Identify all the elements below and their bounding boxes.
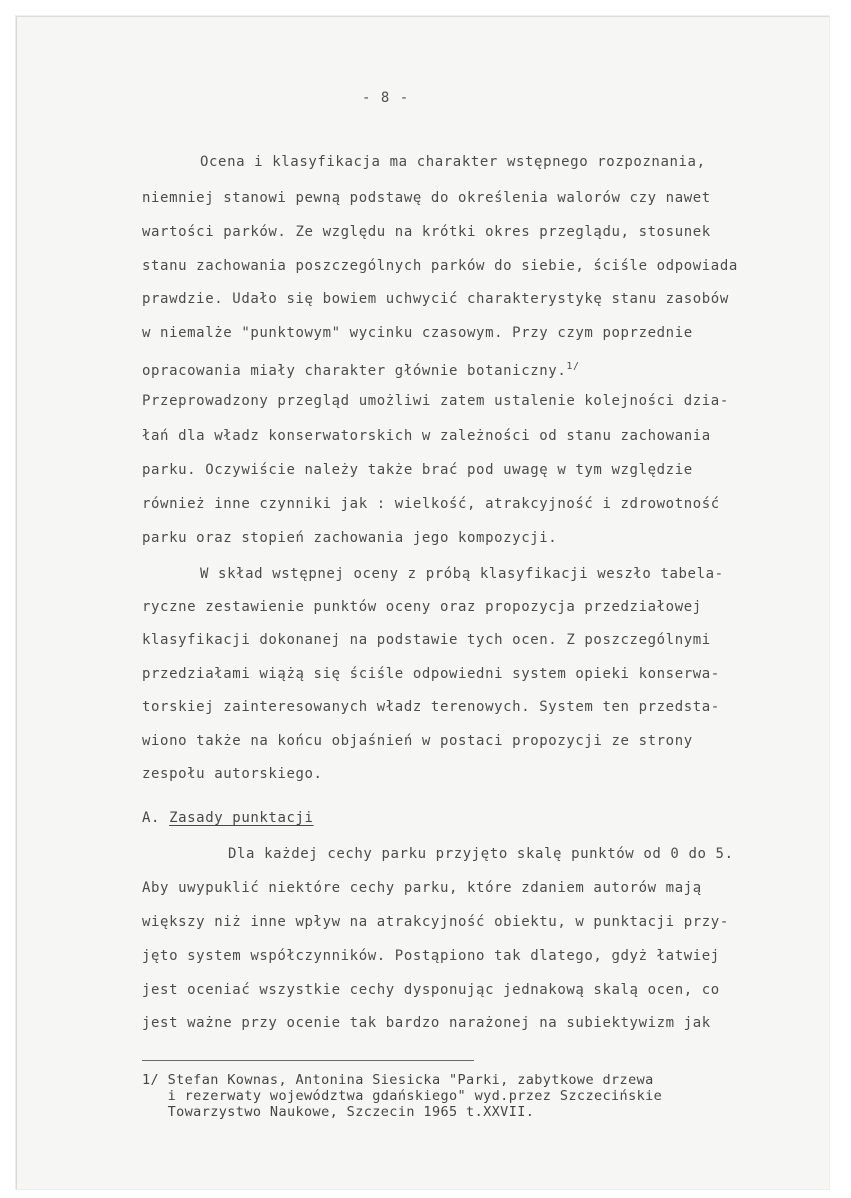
- paragraph-2-line-6: wiono także na końcu objaśnień w postaci propozycji ze strony: [142, 733, 693, 749]
- paragraph-1-line-10: parku. Oczywiście należy także brać pod uwagę w tym względzie: [142, 462, 693, 478]
- paragraph-3-line-3: większy niż inne wpływ na atrakcyjność obiektu, w punktacji przy-: [142, 914, 729, 930]
- paragraph-3-line-1: Dla każdej cechy parku przyjęto skalę punktów od 0 do 5.: [228, 846, 734, 862]
- paragraph-1-line-6: w niemalże "punktowym" wycinku czasowym. Przy czym poprzednie: [142, 325, 693, 341]
- paragraph-3-line-5: jest oceniać wszystkie cechy dysponując jednakową skalą ocen, co: [142, 982, 720, 998]
- section-heading-title: Zasady punktacji: [169, 810, 314, 826]
- paragraph-1-line-1: Ocena i klasyfikacja ma charakter wstępnego rozpoznania,: [200, 154, 706, 170]
- paragraph-3-line-4: jęto system współczynników. Postąpiono tak dlatego, gdyż łatwiej: [142, 948, 720, 964]
- footnote-line-1: 1/ Stefan Kownas, Antonina Siesicka "Parki, zabytkowe drzewa: [142, 1072, 654, 1088]
- paragraph-2-line-2: ryczne zestawienie punktów oceny oraz propozycja przedziałowej: [142, 599, 702, 615]
- paragraph-3-line-2: Aby uwypuklić niektóre cechy parku, które zdaniem autorów mają: [142, 880, 702, 896]
- paragraph-3-line-6: jest ważne przy ocenie tak bardzo narażonej na subiektywizm jak: [142, 1015, 711, 1031]
- paragraph-2-line-4: przedziałami wiążą się ściśle odpowiedni system opieki konserwa-: [142, 666, 720, 682]
- paragraph-1-line-9: łań dla władz konserwatorskich w zależności od stanu zachowania: [142, 428, 711, 444]
- paragraph-2-line-3: klasyfikacji dokonanej na podstawie tych ocen. Z poszczególnymi: [142, 632, 711, 648]
- section-heading: [142, 810, 314, 826]
- paragraph-1-line-2: niemniej stanowi pewną podstawę do określenia walorów czy nawet: [142, 190, 711, 206]
- paragraph-1-line-12: parku oraz stopień zachowania jego kompozycji.: [142, 530, 558, 546]
- paragraph-1-line-4: stanu zachowania poszczególnych parków do siebie, ściśle odpowiada: [142, 258, 738, 274]
- paragraph-2-line-1: W skład wstępnej oceny z próbą klasyfikacji weszło tabela-: [200, 566, 724, 582]
- page-number: - 8 -: [362, 90, 410, 106]
- paragraph-1-line-7-text: opracowania miały charakter głównie botaniczny.: [142, 363, 567, 379]
- footnote-reference: 1/: [566, 361, 580, 372]
- footnote-line-2: i rezerwaty województwa gdańskiego" wyd.przez Szczecińskie: [142, 1088, 663, 1104]
- paragraph-1-line-3: wartości parków. Ze względu na krótki okres przeglądu, stosunek: [142, 224, 711, 240]
- paragraph-2-line-5: torskiej zainteresowanych władz terenowych. System ten przedsta-: [142, 699, 720, 715]
- footnote-line-3: Towarzystwo Naukowe, Szczecin 1965 t.XXVII.: [142, 1104, 535, 1120]
- paragraph-1-line-5: prawdzie. Udało się bowiem uchwycić charakterystykę stanu zasobów: [142, 291, 729, 307]
- paragraph-2-line-7: zespołu autorskiego.: [142, 766, 323, 782]
- paragraph-1-line-7: [142, 358, 580, 380]
- section-heading-prefix: A.: [142, 810, 161, 826]
- paragraph-1-line-11: również inne czynniki jak : wielkość, atrakcyjność i zdrowotność: [142, 496, 720, 512]
- footnote-separator: [142, 1060, 474, 1061]
- paragraph-1-line-8: Przeprowadzony przegląd umożliwi zatem ustalenie kolejności dzia-: [142, 393, 729, 409]
